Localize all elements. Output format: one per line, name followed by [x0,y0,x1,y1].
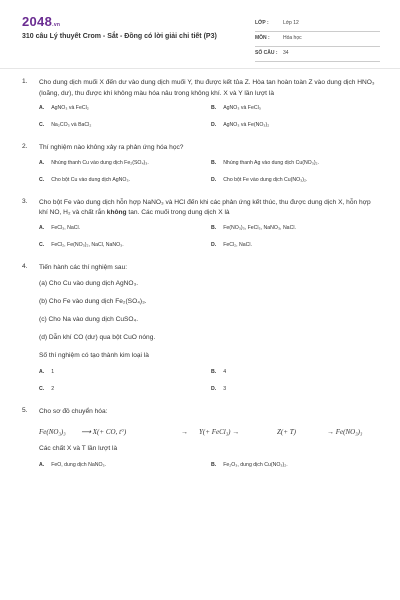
meta-key: LỚP : [255,20,269,26]
options [39,367,378,401]
question-number: 4. [22,262,28,270]
option-a[interactable] [39,105,89,111]
question-1 [22,78,378,137]
option-letter: C. [39,176,45,183]
scheme-end: → Fe(NO₃)₃ [327,427,363,436]
meta-key: SỐ CÂU : [255,50,278,56]
question-number: 2. [22,143,28,150]
question-5 [22,407,378,477]
question-text: Cho sơ đồ chuyển hóa: [39,408,108,415]
scheme-step: Z(+ T) [277,427,296,436]
option-text: Na₂CO₃ và BaCl₂ [51,122,92,128]
options [39,158,378,192]
question-list [0,78,400,477]
options [39,103,378,137]
option-c[interactable] [39,242,124,248]
option-text: AgNO₃ và FeCl₃ [223,105,261,111]
option-text: 2 [51,386,55,392]
option-letter: B. [211,369,217,375]
option-text: Cho bột Cu vào dung dịch AgNO₃. [51,176,131,183]
option-d[interactable] [211,242,252,248]
option-d[interactable] [211,122,269,128]
experiment-item: (c) Cho Na vào dung dịch CuSO₄. [39,316,139,323]
option-letter: D. [211,122,217,128]
option-text: AgNO₃ và FeCl₂ [51,105,89,111]
option-letter: A. [39,224,45,231]
option-letter: A. [39,369,45,375]
option-a[interactable] [39,160,149,166]
option-b[interactable] [211,369,226,375]
scheme-step: ⟶ X(+ CO, t°) [81,427,127,436]
question-prompt: Các chất X và T lần lượt là [39,444,118,452]
option-a[interactable] [39,369,54,375]
option-b[interactable] [211,225,296,231]
meta-row-count [255,47,380,62]
option-a[interactable] [39,462,106,468]
option-text: FeO, dung dịch NaNO₃. [51,461,107,468]
option-a[interactable] [39,225,80,231]
question-text: Cho dung dịch muối X đến dư vào dung dịch muối Y, thu được kết tủa Z. Hòa tan hoàn toàn Z vào dung dịch HNO₃ (loãng, dư), thu được khí không màu hóa nâu trong không khí. X và Y lần lượt là [39,79,375,97]
option-text: FeCl₂, NaCl. [223,241,253,248]
logo-suffix: .vn [52,22,61,28]
option-b[interactable] [211,105,261,111]
option-letter: C. [39,386,45,392]
option-letter: D. [211,386,217,392]
meta-key: MÔN : [255,35,270,41]
option-letter: C. [39,122,45,128]
option-text: Fe₂O₃, dung dịch Cu(NO₃)₂. [223,461,288,468]
question-prompt: Số thí nghiệm có tạo thành kim loại là [39,352,149,359]
question-text-emphasis: không [106,209,127,216]
option-letter: B. [211,105,217,111]
meta-row-class [255,17,380,32]
site-logo[interactable] [22,14,60,29]
scheme-step: Y(+ FeCl₃) → [199,427,240,436]
option-c[interactable] [39,122,91,128]
options [39,460,378,477]
options [39,223,378,257]
option-b[interactable] [211,462,288,468]
option-text: 1 [51,369,55,375]
question-number: 1. [22,78,28,85]
option-d[interactable] [211,177,307,183]
option-text: FeCl₂, Fe(NO₃)₂, NaCl, NaNO₃. [51,241,124,248]
option-letter: B. [211,461,217,468]
option-text: 3 [223,386,227,392]
header-divider [0,68,400,69]
option-c[interactable] [39,177,130,183]
meta-table [255,17,380,62]
meta-value: 34 [283,50,289,56]
scheme-start: Fe(NO₃)₃ [39,427,66,436]
option-b[interactable] [211,160,319,166]
meta-value: Lớp 12 [283,20,299,26]
option-letter: B. [211,159,217,166]
option-letter: A. [39,105,45,111]
option-text: Nhúng thanh Cu vào dung dịch Fe₂(SO₄)₃. [51,159,149,166]
document-title: 310 câu Lý thuyết Crom - Sắt - Đồng có lời giải chi tiết (P3) [22,33,217,40]
question-2 [22,143,378,192]
experiment-item: (b) Cho Fe vào dung dịch Fe₂(SO₄)₃. [39,298,147,305]
meta-value: Hóa học [283,35,302,41]
meta-row-subject [255,32,380,47]
option-letter: A. [39,461,45,468]
option-text: AgNO₃ và Fe(NO₃)₂ [223,122,270,128]
option-text: FeCl₃, NaCl. [51,224,81,231]
option-text: Nhúng thanh Ag vào dung dịch Cu(NO₃)₂. [223,159,320,166]
option-letter: A. [39,159,45,166]
experiment-item: (d) Dẫn khí CO (dư) qua bột CuO nóng. [39,334,156,341]
question-4 [22,263,378,402]
question-text-part: Cho bột Fe vào dung dịch hỗn hợp NaNO₃ và HCl đến khi các phản ứng kết thúc, thu được dung dịch X, hỗn hợp khí NO, H₂ và chất rắn [39,198,371,216]
option-letter: D. [211,176,217,183]
experiment-item: (a) Cho Cu vào dung dịch AgNO₃. [39,280,139,287]
option-letter: C. [39,241,45,248]
option-text: Cho bột Fe vào dung dịch Cu(NO₃)₂. [223,176,308,183]
option-c[interactable] [39,386,54,392]
question-number: 5. [22,407,28,414]
question-text-part: tan. Các muối trong dung dịch X là [126,209,230,216]
option-text: 4 [223,369,227,375]
page-header [0,0,400,66]
question-number: 3. [22,197,28,205]
question-3 [22,198,378,257]
reaction-scheme [39,422,378,444]
question-text: Tiến hành các thí nghiệm sau: [39,263,128,271]
option-d[interactable] [211,386,226,392]
scheme-arrow: → [181,427,188,436]
option-text: Fe(NO₃)₃, FeCl₃, NaNO₃, NaCl. [223,224,296,231]
option-letter: B. [211,224,217,231]
logo-text: 2048 [22,14,53,29]
question-text: Thí nghiệm nào không xảy ra phản ứng hóa học? [39,144,184,151]
question-text [39,198,378,219]
option-letter: D. [211,241,217,248]
